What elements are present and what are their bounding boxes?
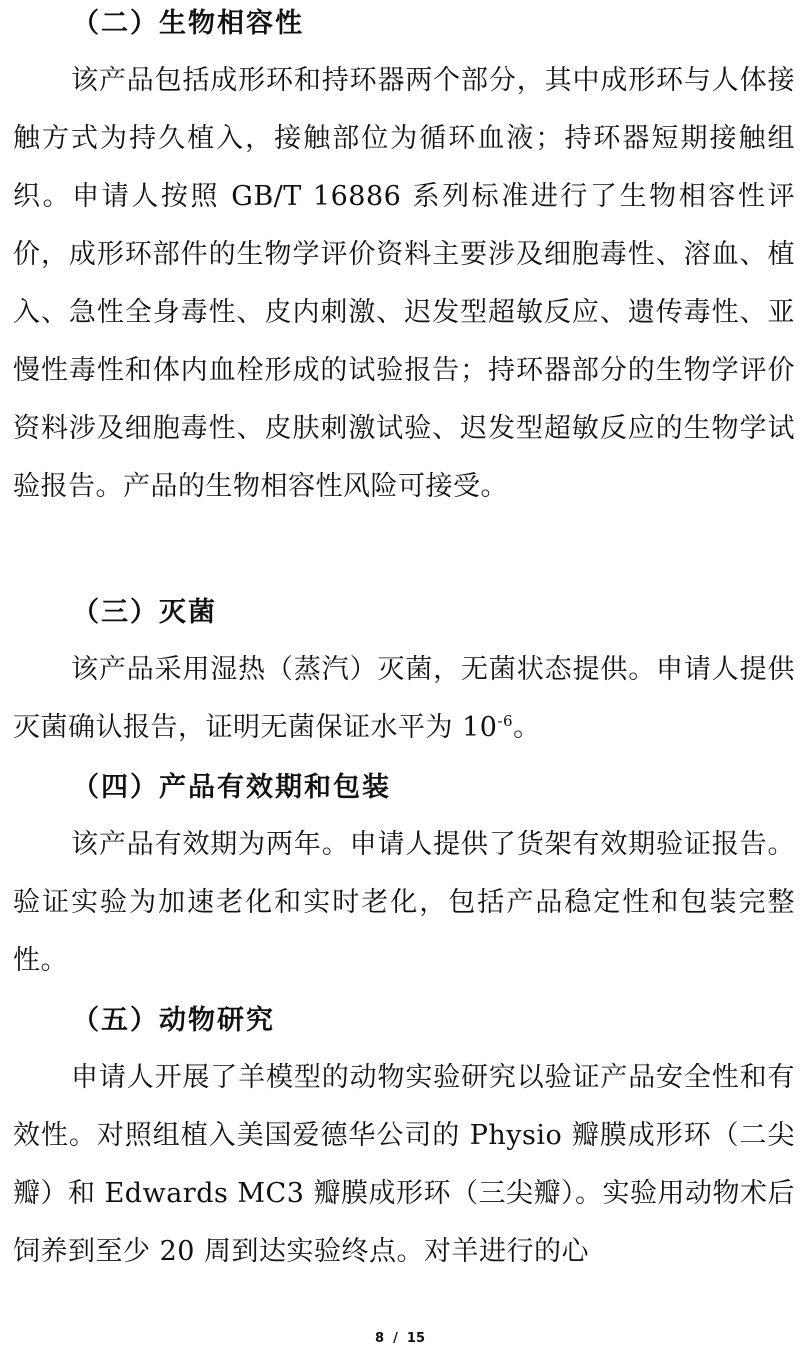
section-paragraph-biocompatibility: 该产品包括成形环和持环器两个部分，其中成形环与人体接触方式为持久植入，接触部位为循环血液；持环器短期接触组织。申请人按照 GB/T 16886 系列标准进行了生物相容性评价，成形环部件的生物学评价资料主要涉及细胞毒性、溶血、植入、急性全身毒性、皮内刺激、迟发型超敏反应、遗传毒性、亚慢性毒性和体内血栓形成的试验报告；持环器部分的生物学评价资料涉及细胞毒性、皮肤刺激试验、迟发型超敏反应的生物学试验报告。产品的生物相容性风险可接受。	[13, 65, 795, 502]
section-paragraph-sterilization	[13, 641, 795, 757]
page-current: 8	[374, 1331, 385, 1346]
sterilization-text: 该产品采用湿热（蒸汽）灭菌，无菌状态提供。申请人提供灭菌确认报告，证明无菌保证水平为 10	[13, 654, 795, 743]
section-heading-sterilization: （三）灭菌	[72, 597, 217, 628]
section-heading-shelf-life: （四）产品有效期和包装	[72, 772, 391, 803]
sterilization-text-end: 。	[513, 712, 541, 743]
section-heading-biocompatibility: （二）生物相容性	[72, 8, 304, 39]
section-paragraph-animal-study: 申请人开展了羊模型的动物实验研究以验证产品安全性和有效性。对照组植入美国爱德华公司的 Physio 瓣膜成形环（二尖瓣）和 Edwards MC3 瓣膜成形环（三尖瓣）。实验用动物术后饲养到至少 20 周到达实验终点。对羊进行的心	[13, 1062, 795, 1267]
page-separator: /	[393, 1331, 398, 1346]
section-heading-animal-study: （五）动物研究	[72, 1005, 275, 1036]
sterility-exponent: -6	[497, 712, 514, 730]
page-total: 15	[406, 1331, 425, 1346]
page-number	[0, 1330, 800, 1348]
section-paragraph-shelf-life: 该产品有效期为两年。申请人提供了货架有效期验证报告。验证实验为加速老化和实时老化，包括产品稳定性和包装完整性。	[13, 829, 795, 976]
